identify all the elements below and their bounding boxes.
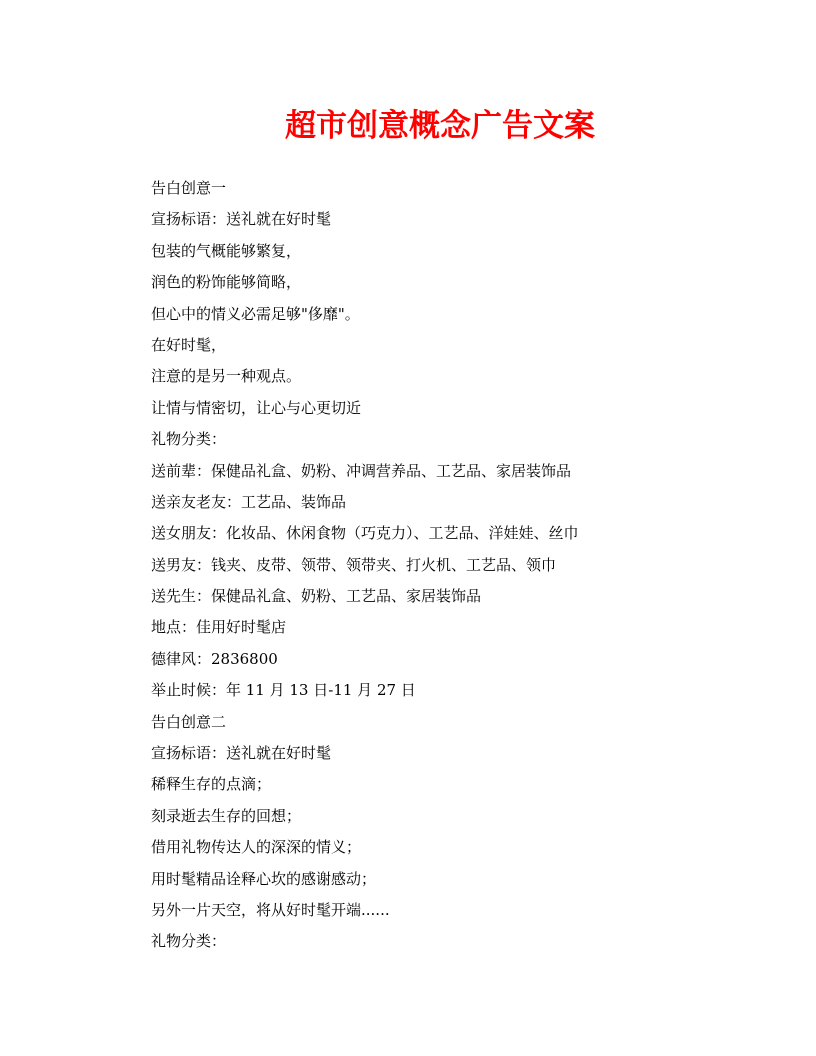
paragraph-line: 送女朋友：化妆品、休闲食物（巧克力）、工艺品、洋娃娃、丝巾 <box>151 524 579 543</box>
paragraph-line: 刻录逝去生存的回想； <box>151 806 302 825</box>
paragraph-line: 送男友：钱夹、皮带、领带、领带夹、打火机、工艺品、领巾 <box>151 555 557 574</box>
paragraph-line: 送前辈：保健品礼盒、奶粉、冲调营养品、工艺品、家居装饰品 <box>151 461 572 480</box>
paragraph-line: 地点：佳用好时髦店 <box>151 618 287 637</box>
paragraph-line: 润色的粉饰能够简略， <box>151 273 302 292</box>
paragraph-line: 宣扬标语：送礼就在好时髦 <box>151 210 332 229</box>
paragraph-line: 送亲友老友：工艺品、装饰品 <box>151 492 347 511</box>
paragraph-line: 举止时候：年 11 月 13 日-11 月 27 日 <box>151 681 416 700</box>
paragraph-line: 用时髦精品诠释心坎的感谢感动； <box>151 869 377 888</box>
paragraph-line: 包装的气概能够繁复， <box>151 241 302 260</box>
paragraph-line: 稀释生存的点滴； <box>151 775 272 794</box>
paragraph-line: 告白创意二 <box>151 712 227 731</box>
paragraph-line: 礼物分类： <box>151 430 227 449</box>
paragraph-line: 另外一片天空，将从好时髦开端...... <box>151 900 390 919</box>
paragraph-line: 礼物分类： <box>151 932 227 951</box>
paragraph-line: 宣扬标语：送礼就在好时髦 <box>151 744 332 763</box>
paragraph-line: 注意的是另一种观点。 <box>151 367 302 386</box>
paragraph-line: 借用礼物传达人的深深的情义； <box>151 838 362 857</box>
paragraph-line: 让情与情密切，让心与心更切近 <box>151 398 362 417</box>
paragraph-line: 告白创意一 <box>151 179 227 197</box>
paragraph-line: 但心中的情义必需足够"侈靡"。 <box>151 304 360 323</box>
document-body <box>151 173 791 958</box>
document-title: 超市创意概念广告文案 <box>285 108 595 144</box>
paragraph-line: 德律风：2836800 <box>151 649 278 668</box>
paragraph-line: 送先生：保健品礼盒、奶粉、工艺品、家居装饰品 <box>151 587 482 606</box>
paragraph-line: 在好时髦， <box>151 335 227 354</box>
